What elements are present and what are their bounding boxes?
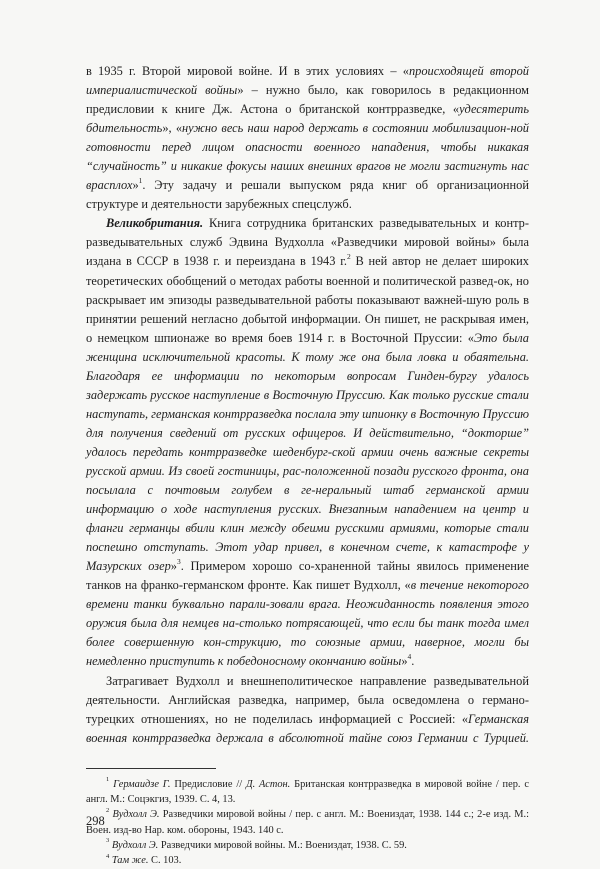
paragraph-2: [86, 214, 529, 671]
section-heading-run: Великобритания.: [106, 216, 204, 231]
page-number: 298: [86, 814, 105, 828]
footnote-ref: 1: [138, 176, 143, 186]
text-run: в 1935 г. Второй мировой войне. И в этих условиях – «: [86, 64, 409, 78]
text-run: », «: [162, 121, 183, 136]
footnote-ref: 4: [407, 652, 412, 662]
paragraph-3: [86, 672, 529, 748]
italic-run: Д. Астон.: [245, 778, 291, 790]
main-text: [86, 62, 529, 748]
footnotes: [86, 777, 529, 869]
page-body: [86, 62, 529, 868]
italic-run: удесятерить бдительность: [86, 102, 529, 136]
italic-run: Вудхолл Э.: [112, 809, 160, 821]
text-run: Разведчики мировой войны. М.: Воениздат, 1938. С. 59.: [158, 839, 407, 851]
footnote-ref: 2: [106, 806, 110, 814]
italic-run: Гермаидзе Г.: [113, 778, 171, 790]
italic-run: Германская военная контрразведка держала в абсолютной тайне союз Германии с Турцией.: [86, 711, 529, 745]
italic-run: в течение некоторого времени танки буквально парали-зовали врага. Неожиданность появления этого оружия была для немцев на-столько потрясающей, что если бы танк тогда имел более совершенную кон-струкцию, то союзные армии, наверное, могли бы немедленно приступить к победоносному окончанию войны: [86, 578, 530, 669]
text-run: .: [411, 654, 415, 669]
footnote-3: [86, 838, 529, 853]
text-run: »: [401, 654, 408, 669]
text-run: В ней автор не делает широких теоретических обобщений о методах работы военной и политической развед-ок, но раскрывает им эпизоды разведывательной работы показывают важней-шую роль в принятии решений негласно добытой информации. Он пишет, не раскрывая имен, о немецком шпионаже во время боев 1914 г. в Восточной Пруссии: «: [86, 254, 529, 345]
text-run: . Примером хорошо со-храненной тайны явилось применение танков на франко-германском фронте. Как пишет Вудхолл, «: [86, 559, 529, 593]
text-run: . Эту задачу и решали выпуском ряда книг об организационной структуре и деятельности зарубежных спецслужб.: [86, 178, 529, 212]
footnote-2: [86, 807, 529, 838]
italic-run: Вудхолл Э.: [111, 839, 159, 851]
footnote-ref: 3: [177, 557, 181, 567]
text-run: »: [170, 559, 177, 574]
text-run: »: [132, 178, 139, 193]
text-run: Предисловие //: [170, 778, 246, 790]
text-run: » – нужно было, как говорилось в редакционном предисловии к книге Дж. Астона о британской контрразведке, «: [86, 83, 530, 117]
text-run: Книга сотрудника британских разведывательных и контр-разведывательных служб Эдвина Вудхолла «Разведчики мировой войны» была издана в СССР в 1938 г. и переиздана в 1943 г.: [86, 216, 529, 269]
text-run: Затрагивает Вудхолл и внешнеполитическое направление разведывательной деятельности. Английская разведка, например, была осведомлена о германо-турецких отношениях, но не поделилась информацией с Россией: «: [86, 673, 529, 726]
footnote-1: [86, 777, 529, 808]
footnote-4: [86, 853, 529, 868]
text-run: С. 103.: [148, 855, 182, 867]
footnote-ref: 4: [106, 852, 110, 860]
italic-run: происходящей второй империалистической войны: [86, 64, 529, 98]
footnote-divider: [86, 768, 216, 769]
text-run: Британская контрразведка в мировой войне / пер. с англ. М.: Соцэкгиз, 1939. С. 4, 13.: [86, 778, 529, 805]
footnote-ref: 3: [106, 837, 110, 845]
text-run: Разведчики мировой войны / пер. с англ. М.: Воениздат, 1938. 144 с.; 2-е изд. М.: Воен. изд-во Нар. ком. обороны, 1943. 140 с.: [86, 809, 530, 836]
paragraph-1: [86, 62, 529, 214]
italic-run: Там же.: [111, 855, 149, 867]
italic-run: нужно весь наш народ держать в состоянии мобилизацион-ной готовности перед лицом опасности военного нападения, чтобы никакая “случайность” и никакие фокусы наших внешних врагов не могли застигнуть нас врасплох: [86, 121, 529, 193]
footnote-ref: 2: [346, 252, 351, 262]
footnote-ref: 1: [106, 776, 110, 784]
italic-run: Это была женщина исключительной красоты. К тому же она была ловка и обаятельна. Благодаря ее информации по некоторым вопросам Гинден-бургу удалось задержать русское наступление в Восточную Пруссию. Как только русские стали наступать, германская контрразведка послала эту шпионку в Восточную Пруссию для получения сведений от русских офицеров. И действительно, “докторше” удалось передать контрразведке шеденбург-ской армии очень важные секреты русской армии. Из своей гостиницы, рас-положенной позади русского фронта, она посылала с почтовым голубем в ге-неральный штаб германской армии информацию о ходе наступления русских. Внезапным нападением на центр и фланги германцы вбили клин между обеими русскими армиями, которые стали поспешно отступать. Этот удар привел, в конечном счете, к катастрофе у Мазурских озер: [86, 330, 529, 574]
